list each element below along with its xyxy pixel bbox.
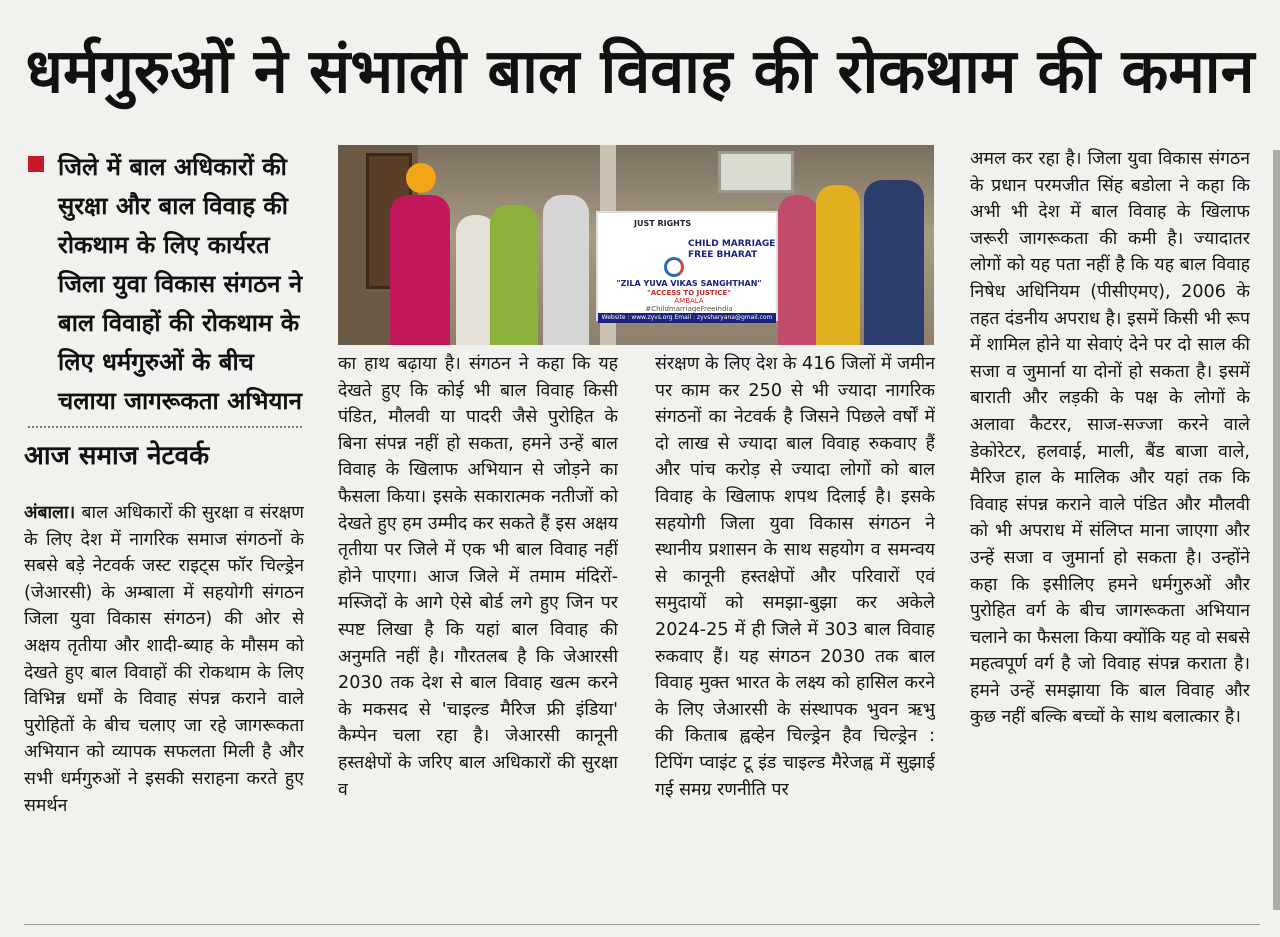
photo-banner <box>596 211 778 321</box>
banner-just-rights: JUST RIGHTS <box>634 219 692 228</box>
banner-org: "ZILA YUVA VIKAS SANGHTHAN" <box>616 279 762 288</box>
headline: धर्मगुरुओं ने संभाली बाल विवाह की रोकथाम की कमान <box>25 36 1255 107</box>
banner-logo-icon <box>664 257 684 277</box>
dateline: अंबाला। <box>24 503 82 523</box>
person-figure <box>816 185 860 345</box>
article-column-3: संरक्षण के लिए देश के 416 जिलों में जमीन पर काम कर 250 से भी ज्यादा नागरिक संगठनों का नेटवर्क है जिसने पिछले वर्षों में दो लाख से ज्यादा बाल विवाह रुकवाए हैं और पांच करोड़ से ज्यादा लोगों को बाल विवाह के खिलाफ शपथ दिलाई है। इसके सहयोगी जिला युवा विकास संगठन ने स्थानीय प्रशासन के साथ सहयोग व समन्वय से कानूनी हस्तक्षेपों और परिवारों एवं समुदायों को समझा-बुझा कर अकेले 2024-25 में ही जिले में 303 बाल विवाह रुकवाए हैं। यह संगठन 2030 तक बाल विवाह मुक्त भारत के लक्ष्य को हासिल करने के लिए जेआरसी के संस्थापक भुवन ऋभु की किताब ह्वव्हेन चिल्ड्रेन हैव चिल्ड्रेन : टिपिंग प्वाइंट टू इंड चाइल्ड मैरेजह्व में सुझाई गई समग्र रणनीति पर <box>655 354 935 800</box>
person-figure <box>390 195 450 345</box>
article-column-2: का हाथ बढ़ाया है। संगठन ने कहा कि यह देखते हुए कि कोई भी बाल विवाह किसी पंडित, मौलवी या पादरी जैसे पुरोहित के बिना संपन्न नहीं हो सकता, हमने उन्हें बाल विवाह के खिलाफ अभियान से जोड़ने का फैसला किया। इसके सकारात्मक नतीजों को देखते हुए हम उम्मीद कर सकते हैं इस अक्षय तृतीया पर जिले में एक भी बाल विवाह नहीं होने पाएगा। आज जिले में तमाम मंदिरों-मस्जिदों के आगे ऐसे बोर्ड लगे हुए जिन पर स्पष्ट लिखा है कि यहां बाल विवाह की अनुमति नहीं है। गौरतलब है कि जेआरसी 2030 तक देश से बाल विवाह खत्म करने के मकसद से 'चाइल्ड मैरिज फ्री इंडिया' कैम्पेन चला रहा है। जेआरसी कानूनी हस्तक्षेपों के जरिए बाल अधिकारों की सुरक्षा व <box>338 354 618 800</box>
red-bullet-icon <box>28 156 44 172</box>
person-head <box>406 163 436 193</box>
person-figure <box>543 195 589 345</box>
banner-website: Website : www.zyvs.org Email : zyvsharyana@gmail.com <box>598 313 776 323</box>
banner-title: CHILD MARRIAGE FREE BHARAT <box>688 239 776 260</box>
banner-hashtag: #ChildmarriageFreeIndia <box>645 305 733 313</box>
adjacent-page-edge <box>1273 150 1280 910</box>
bottom-rule <box>24 924 1260 925</box>
byline: आज समाज नेटवर्क <box>24 441 210 471</box>
person-figure <box>864 180 924 345</box>
photo-window <box>718 151 794 193</box>
subheadline: जिले में बाल अधिकारों की सुरक्षा और बाल विवाह की रोकथाम के लिए कार्यरत जिला युवा विकास संगठन ने बाल विवाहों की रोकथाम के लिए धर्मगुरुओं के बीच चलाया जागरूकता अभियान <box>58 153 303 415</box>
person-figure <box>778 195 818 345</box>
column-1-text: बाल अधिकारों की सुरक्षा व संरक्षण के लिए देश में नागरिक समाज संगठनों के सबसे बड़े नेटवर्क जस्ट राइट्स फॉर चिल्ड्रेन (जेआरसी) के अम्बाला में सहयोगी संगठन जिला युवा विकास संगठन) की ओर से अक्षय तृतीया और शादी-ब्याह के मौसम को देखते हुए बाल विवाहों की रोकथाम के लिए विभिन्न धर्मों के विवाह संपन्न कराने वाले पुरोहितों के बीच चलाए जा रहे जागरूकता अभियान को व्यापक सफलता मिली है और सभी धर्मगुरुओं ने इसकी सराहना करते हुए समर्थन <box>24 503 304 816</box>
article-column-1 <box>24 500 304 916</box>
article-column-4: अमल कर रहा है। जिला युवा विकास संगठन के प्रधान परमजीत सिंह बडोला ने कहा कि अभी भी देश में बाल विवाह के खिलाफ जरूरी जागरूकता की कमी है। ज्यादातर लोगों को यह पता नहीं है कि यह बाल विवाह निषेध अधिनियम (पीसीएमए), 2006 के तहत दंडनीय अपराध है। इसमें किसी भी रूप में शामिल होने या सेवाएं देने पर दो साल की सजा व जुमार्ना या दोनों हो सकता है। इसमें बाराती और लड़की के पक्ष के लोगों के अलावा कैटरर, साज-सज्जा करने वाले डेकोरेटर, हलवाई, माली, बैंड बाजा वाले, मैरिज हाल के मालिक और यहां तक कि विवाह संपन्न कराने वाले पंडित और मौलवी को भी अपराध में संलिप्त माना जाएगा और उन्हें सजा व जुमार्ना हो सकता है। उन्होंने कहा कि इसीलिए हमने धर्मगुरुओं और पुरोहित वर्ग के बीच जागरूकता अभियान चलाने का फैसला किया क्योंकि यह वो सबसे महत्वपूर्ण वर्ग है जो विवाह संपन्न कराता है। हमने उन्हें समझाया कि बाल विवाह और कुछ नहीं बल्कि बच्चों के साथ बलात्कार है। <box>970 149 1250 728</box>
banner-slogan: "ACCESS TO JUSTICE" <box>647 289 731 297</box>
news-photo <box>338 145 934 345</box>
person-figure <box>490 205 538 345</box>
banner-city: AMBALA <box>674 297 704 305</box>
divider <box>28 426 302 428</box>
